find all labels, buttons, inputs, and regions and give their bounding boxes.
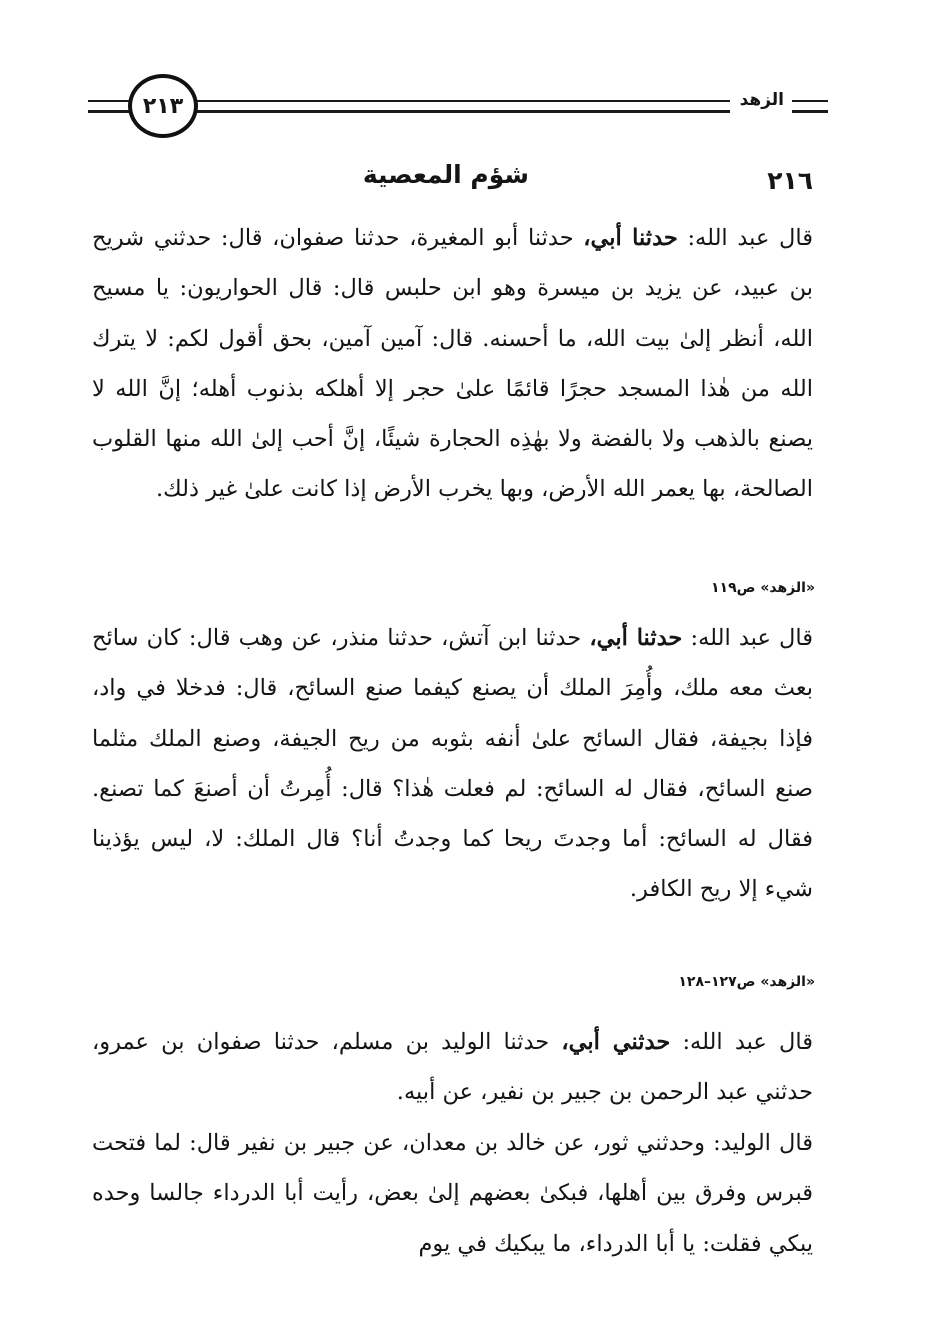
paragraph-text: حدثنا ابن آتش، حدثنا منذر، عن وهب قال: كان سائح بعث معه ملك، وأُمِرَ الملك أن يصنع كيفما صنع السائح، قال: فدخلا في واد، فإذا بجيفة، فقال السائح علىٰ أنفه بثوبه من ريح الجيفة، وصنع الملك مثلما صنع السائح، فقال له السائح: لم فعلت هٰذا؟ قال: أُمِرتُ أن أصنعَ كما تصنع. فقال له السائح: أما وجدتَ ريحا كما وجدتُ أنا؟ قال الملك: لا، ليس يؤذينا شيء إلا ريح الكافر.	[92, 625, 813, 903]
paragraph-3	[92, 1017, 813, 1118]
paragraph-text: حدثنا أبو المغيرة، حدثنا صفوان، قال: حدثني شريح بن عبيد، عن يزيد بن ميسرة وهو ابن حلبس قال: قال الحواريون: يا مسيح الله، أنظر إلىٰ بيت الله، ما أحسنه. قال: آمين آمين، بحق أقول لكم: لا يترك الله من هٰذا المسجد حجرًا قائمًا علىٰ حجر إلا أهلكه بذنوب أهله؛ إنَّ الله لا يصنع بالذهب ولا بالفضة ولا بهٰذِه الحجارة شيئًا، إنَّ أحب إلىٰ الله منها القلوب الصالحة، بها يعمر الله الأرض، وبها يخرب الأرض إذا كانت علىٰ غير ذلك.	[92, 225, 813, 503]
header-rule-right	[792, 100, 828, 113]
paragraph-text: حدثنا الوليد بن مسلم، حدثنا صفوان بن عمرو، حدثني عبد الرحمن بن جبير بن نفير، عن أبيه.	[92, 1029, 813, 1106]
book-title: الزهد	[739, 90, 784, 110]
paragraph-text: قال الوليد: وحدثني ثور، عن خالد بن معدان، عن جبير بن نفير قال: لما فتحت قبرس وفرق بين أهلها، فبكىٰ بعضهم إلىٰ بعض، رأيت أبا الدرداء جالسا وحده يبكي فقلت: يا أبا الدرداء، ما يبكيك في يوم	[92, 1130, 813, 1257]
entry-title: شؤم المعصية	[362, 160, 529, 189]
page-number-badge	[128, 74, 198, 138]
source-citation-1: «الزهد» ص١١٩	[711, 580, 815, 596]
paragraph-bold-narrator: حدثنا أبي،	[589, 625, 683, 651]
paragraph-lead: قال عبد الله:	[670, 1029, 813, 1055]
header-double-rule	[188, 100, 730, 113]
paragraph-bold-narrator: حدثني أبي،	[561, 1029, 671, 1055]
paragraph-bold-narrator: حدثنا أبي،	[583, 225, 678, 251]
running-header	[88, 74, 828, 138]
header-rule-left	[88, 100, 132, 113]
source-citation-2: «الزهد» ص١٢٧–١٢٨	[678, 974, 815, 990]
paragraph-lead: قال عبد الله:	[677, 225, 814, 251]
paragraph-2	[92, 613, 813, 915]
entry-number: ٢١٦	[767, 166, 813, 195]
paragraph-4	[92, 1118, 813, 1269]
page-number: ٢١٣	[142, 93, 184, 119]
paragraph-1	[92, 213, 813, 515]
paragraph-lead: قال عبد الله:	[682, 625, 814, 651]
